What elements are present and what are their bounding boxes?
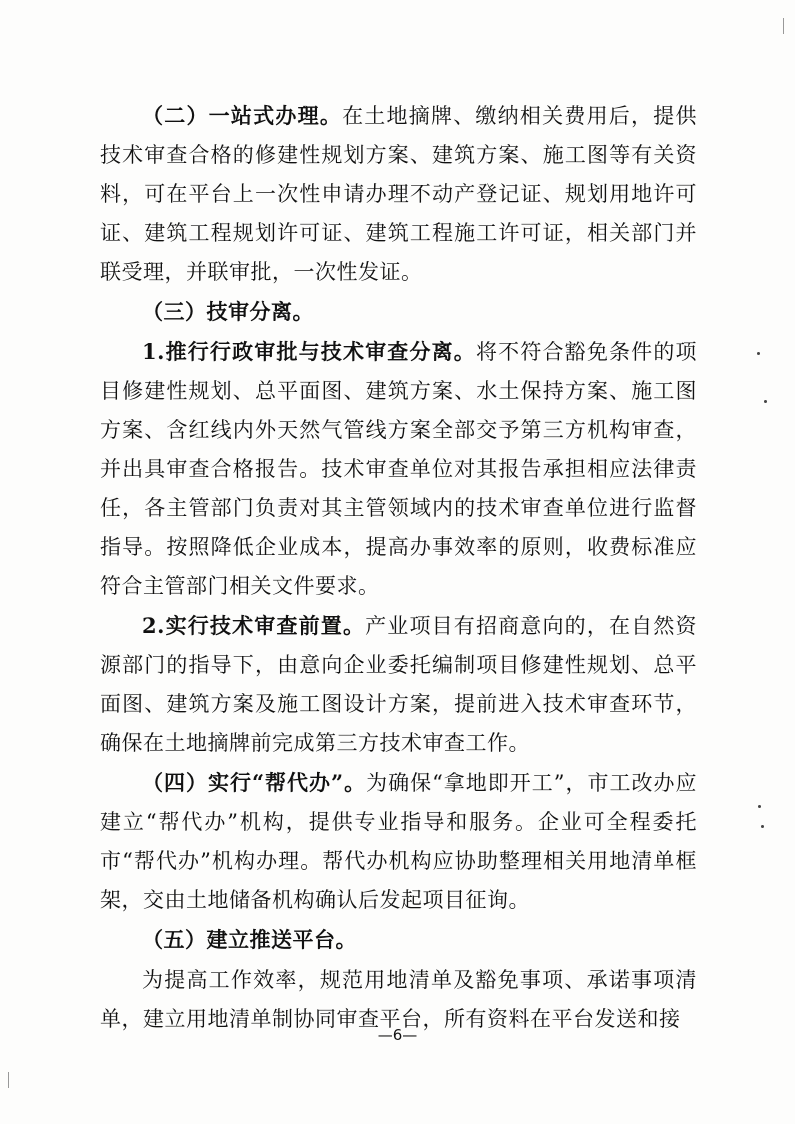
scan-speck (761, 825, 764, 828)
scan-speck (758, 805, 761, 808)
heading-separate-approval: 1.推行行政审批与技术审查分离。 (142, 339, 476, 364)
heading-pre-review: 2.实行技术审查前置。 (142, 613, 366, 638)
heading-agency-service: （四）实行“帮代办”。 (142, 770, 367, 795)
paragraph-push-platform (100, 920, 697, 960)
paragraph-one-stop (100, 96, 697, 292)
paragraph-text: 为提高工作效率，规范用地清单及豁免事项、承诺事项清单，建立用地清单制协同审查平台，所有资料在平台发送和接 (100, 968, 697, 1031)
paragraph-text: 为确保“拿地即开工”，市工改办应建立“帮代办”机构，提供专业指导和服务。企业可全程委托市“帮代办”机构办理。帮代办机构应协助整理相关用地清单框架，交由土地储备机构确认后发起项目征询。 (100, 771, 697, 912)
paragraph-tech-review-separation (100, 292, 697, 332)
paragraph-agency-service (100, 763, 697, 920)
scan-speck (764, 400, 767, 403)
heading-tech-review-separation: （三）技审分离。 (142, 299, 314, 324)
scan-speck (757, 352, 760, 355)
page-number: —6— (377, 1026, 418, 1044)
paragraph-text: 将不符合豁免条件的项目修建性规划、总平面图、建筑方案、水土保持方案、施工图方案、含红线内外天然气管线方案全部交予第三方机构审查，并出具审查合格报告。技术审查单位对其报告承担相应法律责任，各主管部门负责对其主管领域内的技术审查单位进行监督指导。按照降低企业成本，提高办事效率的原则，收费标准应符合主管部门相关文件要求。 (100, 340, 698, 598)
paragraph-pre-review (100, 606, 697, 763)
scan-mark (783, 18, 784, 34)
scan-mark (8, 1072, 9, 1088)
paragraph-separate-approval (100, 332, 697, 606)
body-text (100, 96, 697, 1039)
paragraph-text: 在土地摘牌、缴纳相关费用后，提供技术审查合格的修建性规划方案、建筑方案、施工图等有关资料，可在平台上一次性申请办理不动产登记证、规划用地许可证、建筑工程规划许可证、建筑工程施工许可证，相关部门并联受理，并联审批，一次性发证。 (100, 104, 697, 284)
paragraph-text: 产业项目有招商意向的，在自然资源部门的指导下，由意向企业委托编制项目修建性规划、总平面图、建筑方案及施工图设计方案，提前进入技术审查环节，确保在土地摘牌前完成第三方技术审查工作。 (100, 614, 697, 755)
heading-push-platform: （五）建立推送平台。 (142, 927, 357, 952)
heading-one-stop: （二）一站式办理。 (142, 103, 343, 128)
